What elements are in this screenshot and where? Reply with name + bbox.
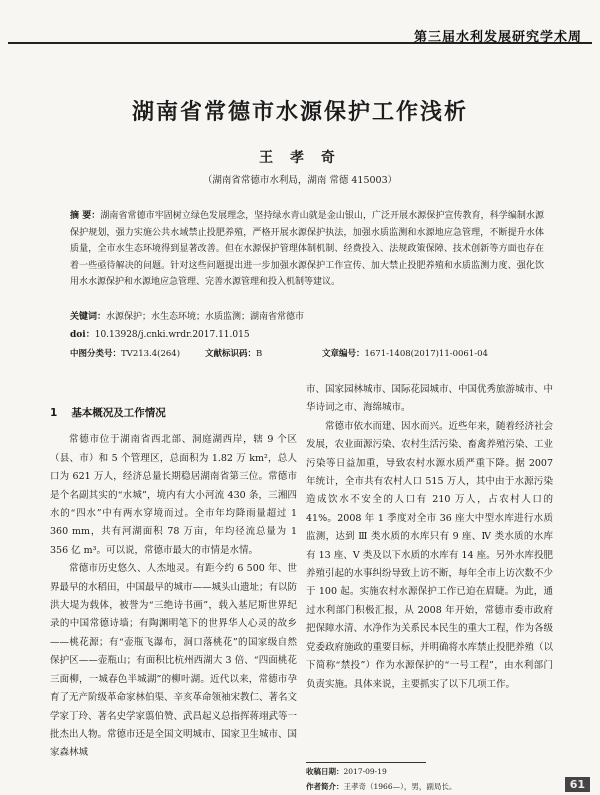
keywords-label: 关键词： xyxy=(70,312,107,322)
clc-label: 中图分类号： xyxy=(70,349,122,359)
clc-code xyxy=(70,347,205,359)
doc-value: B xyxy=(256,349,263,359)
clc-value: TV213.4(264) xyxy=(121,349,181,359)
paper-title: 湖南省常德市水源保护工作浅析 xyxy=(131,99,468,125)
footnote-rule xyxy=(306,762,426,763)
author-info: 王孝奇（1966—），男，副局长。 xyxy=(343,782,457,791)
classification-row xyxy=(70,347,544,359)
footnote-received xyxy=(306,766,556,777)
article-value: 1671-1408(2017)11-0061-04 xyxy=(364,349,488,359)
received-date: 2017-09-19 xyxy=(343,767,387,776)
footnote-author xyxy=(306,781,556,792)
section-heading xyxy=(50,404,297,422)
article-label: 文章编号： xyxy=(322,349,365,359)
conference-header: 第三届水利发展研究学术周 xyxy=(413,30,582,45)
left-column xyxy=(50,384,297,763)
paragraph: 常德市位于湖南省西北部、洞庭湖西岸，辖 9 个区（县、市）和 5 个管理区，总面积为 1.82 万 km²，总人口为 621 万人，经济总量长期稳居湖南省第三位。常德市是个名副其实的“水城”，境内有大小河流 430 条，三湘四水的“四水”中有两水穿境而过。全市年均降雨量超过 1 360 mm，共有河湖面积 78 万亩，年均径流总量为 1 356 亿 m³。可以说，常德市最大的市情是水情。 xyxy=(50,434,297,556)
author-name: 王 孝 奇 xyxy=(259,150,341,166)
abstract xyxy=(70,208,544,291)
doc-label: 文献标识码： xyxy=(205,349,257,359)
affiliation: （湖南省常德市水利局，湖南 常德 415003） xyxy=(202,175,398,186)
section-title: 基本概况及工作情况 xyxy=(71,407,166,419)
doi-label: doi： xyxy=(70,330,95,340)
received-label: 收稿日期： xyxy=(306,767,344,776)
doi xyxy=(70,327,544,340)
doi-text: 10.13928/j.cnki.wrdr.2017.11.015 xyxy=(94,330,250,340)
article-code xyxy=(322,347,544,359)
author-info-label: 作者简介： xyxy=(306,782,344,791)
page-number: 61 xyxy=(565,777,590,792)
right-column xyxy=(306,381,553,694)
keywords-text: 水源保护；水生态环境；水质监测；湖南省常德市 xyxy=(106,312,305,322)
paragraph: 常德市历史悠久、人杰地灵。有距今约 6 500 年、世界最早的水稻田，中国最早的城市——城头山遗址；有以防洪大堤为载体，被誉为“三绝诗书画”，载入基尼斯世界纪录的中国常德诗墙；有陶渊明笔下的世界华人心灵的故乡——桃花源；有“壶瓶飞瀑布，洞口落桃花”的国家级自然保护区——壶瓶山；有面积比杭州西湖大 3 倍、“四面桃花三面柳，一城春色半城湖”的柳叶湖。近代以来，常德市孕育了无产阶级革命家林伯渠、辛亥革命领袖宋教仁、著名文学家丁玲、著名史学家翦伯赞、武昌起义总指挥蒋翊武等一批杰出人物。常德市还是全国文明城市、国家卫生城市、国家森林城 xyxy=(50,563,298,759)
header-rule xyxy=(8,42,592,44)
section-number: 1 xyxy=(50,407,58,419)
doc-code xyxy=(205,347,322,359)
keywords xyxy=(70,309,544,322)
abstract-label: 摘 要： xyxy=(70,211,101,221)
abstract-text: 湖南省常德市牢固树立绿色发展理念，坚持绿水青山就是金山银山，广泛开展水源保护宣传教育，科学编制水源保护规划，强力实施公共水域禁止投肥养殖，严格开展水源保护执法，加强水质监测和水源地应急管理，不断提升水体质量，全市水生态环境得到显著改善。但在水源保护管理体制机制、经费投入、法规政策保障、技术创新等方面也存在着一些亟待解决的问题。针对这些问题提出进一步加强水源保护工作宣传、加大禁止投肥养殖和水质监测力度、强化饮用水水源保护和水源地应急管理、完善水源管理和投入机制等建议。 xyxy=(70,211,544,288)
paragraph: 常德市依水而建、因水而兴。近些年来，随着经济社会发展，农业面源污染、农村生活污染、畜禽养殖污染、工业污染等日益加重，导致农村水源水质严重下降。据 2007 年统计，全市共有农村人口 515 万人，其中由于水源污染造成饮水不安全的人口有 210 万人，占农村人口的 41%。2008 年 1 季度对全市 36 座大中型水库进行水质监测，达到 Ⅲ 类水质的水库只有 9 座、Ⅳ 类水质的水库有 13 座、Ⅴ 类及以下水质的水库有 14 座。另外水库投肥养殖引起的水事纠纷导致上访不断，每年全市上访次数不少于 100 起。实施农村水源保护工作已迫在眉睫。为此，通过水利部门积极汇报，从 2008 年开始，常德市委市政府把保障水清、水净作为关系民本民生的重大工程，作为各级党委政府施政的重要目标，并明确将水库禁止投肥养殖（以下简称“禁投”）作为水源保护的“一号工程”，由水利部门负责实施。具体来说，主要抓实了以下几项工作。 xyxy=(306,420,554,690)
paragraph: 市、国家园林城市、国际花园城市、中国优秀旅游城市、中华诗词之市、海绵城市。 xyxy=(306,384,554,414)
